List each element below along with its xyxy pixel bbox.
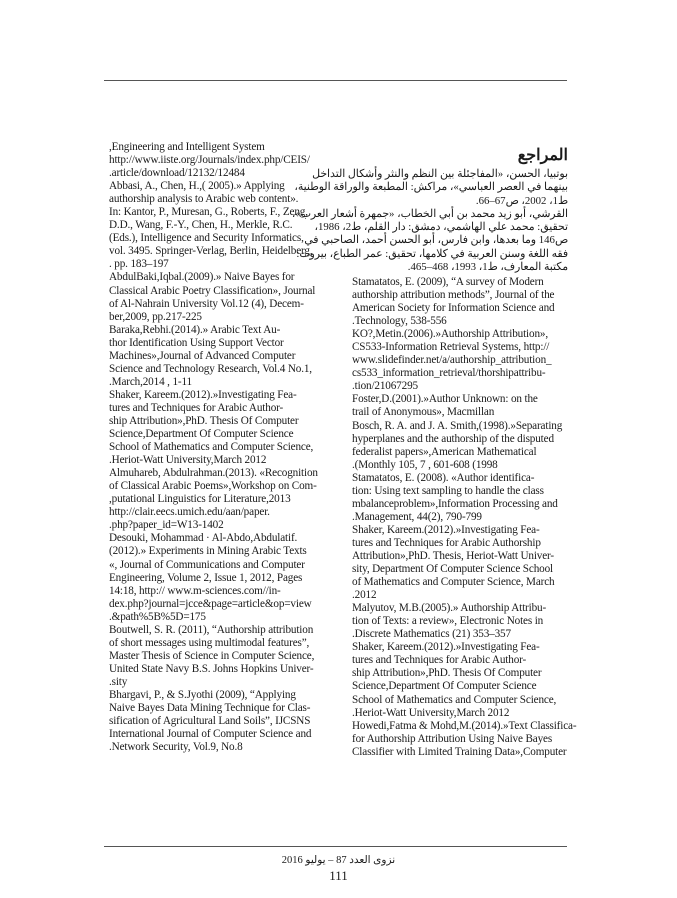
reference-line: tion of Texts: a review», Electronic Notes in (352, 615, 544, 628)
reference-line: Foster,D.(2001).»Author Unknown: on the (352, 393, 538, 406)
reference-line: Master Thesis of Science in Computer Science, (109, 649, 315, 662)
page-number: 111 (329, 868, 348, 883)
reference-line: tures and Techniques for Arabic Author- (109, 401, 284, 414)
arabic-reference-line: مكتبة المعارف، ط1، 1993، 468–465. (407, 261, 568, 274)
reference-line: mbalanceproblem»,Information Processing and (352, 497, 558, 510)
reference-line: ber,2009, pp.217-225 (109, 310, 202, 323)
reference-line: Shaker, Kareem.(2012).»Investigating Fea- (352, 523, 540, 536)
reference-line: www.slidefinder.net/a/authorship_attribution_ (352, 354, 552, 367)
reference-line: Abbasi, A., Chen, H.,( 2005).» Applying (109, 180, 285, 193)
reference-line: Machines»,Journal of Advanced Computer (109, 349, 296, 362)
reference-line: In: Kantor, P., Muresan, G., Roberts, F., Zeng, (109, 206, 308, 219)
reference-line: United State Navy B.S. Johns Hopkins Univer- (109, 662, 314, 675)
reference-line: AbdulBaki,Iqbal.(2009).» Naive Bayes for (109, 271, 295, 284)
arabic-references (291, 168, 568, 274)
reference-line: .article/download/12132/12484 (109, 167, 245, 180)
reference-line: trail of Anonymous», Macmillan (352, 406, 495, 419)
reference-line: Shaker, Kareem.(2012).»Investigating Fea- (352, 641, 540, 654)
reference-line: International Journal of Computer Science and (109, 728, 312, 741)
reference-line: Science and Technology Research, Vol.4 No.1, (109, 362, 312, 375)
reference-line: sification of Agricultural Land Soils”, IJCSNS (109, 715, 311, 728)
reference-line: Howedi,Fatma & Mohd,M.(2014).»Text Classifica- (352, 719, 577, 732)
reference-line: School of Mathematics and Computer Science, (352, 693, 557, 706)
reference-line: «, Journal of Communications and Computer (109, 558, 305, 571)
reference-line: .2012 (352, 589, 377, 602)
reference-line: American Society for Information Science and (352, 302, 555, 315)
reference-line: Classical Arabic Poetry Classification», Journal (109, 284, 316, 297)
reference-line: Science,Department Of Computer Science (352, 680, 537, 693)
reference-line: federalist papers»,American Mathematical (352, 445, 537, 458)
reference-line: .&path%5B%5D=175 (109, 610, 206, 623)
reference-line: Boutwell, S. R. (2011), “Authorship attribution (109, 623, 314, 636)
reference-line: .sity (109, 675, 128, 688)
arabic-reference-line: فقه اللغة وسنن العربية في كلامها، تحقيق: عمر الطباع، بيروت: (296, 247, 568, 260)
arabic-reference-line: تحقيق: محمد علي الهاشمي، دمشق: دار القلم، ط2، 1986، (314, 221, 568, 234)
reference-line: .php?paper_id=W13-1402 (109, 519, 224, 532)
reference-line: http://clair.eecs.umich.edu/aan/paper. (109, 506, 270, 519)
reference-line: dex.php?journal=jcce&page=article&op=view (109, 597, 312, 610)
reference-line: (2012).» Experiments in Mining Arabic Texts (109, 545, 307, 558)
reference-line: hyperplanes and the authorship of the disputed (352, 432, 554, 445)
arabic-reference-line: بوتبيا، الحسن، «المفاجئلة بين النظم والنثر وأشكال التداخل (312, 168, 568, 180)
reference-line: Stamatatos, E. (2009), “A survey of Modern (352, 276, 544, 288)
reference-line: thor Identification Using Support Vector (109, 336, 284, 349)
reference-line: Shaker, Kareem.(2012).»Investigating Fea- (109, 388, 297, 401)
reference-line: cs533_information_retrieval/thorshipattribu- (352, 367, 546, 380)
reference-line: tion: Using text sampling to handle the class (352, 484, 544, 497)
reference-line: Bhargavi, P., & S.Jyothi (2009), “Applying (109, 688, 296, 701)
reference-line: Almuhareb, Abdulrahman.(2013). «Recognition (109, 467, 318, 480)
reference-line: ship Attribution»,PhD. Thesis Of Computer (109, 414, 299, 427)
reference-line: sity, Department Of Computer Science School (352, 563, 553, 576)
reference-line: .March,2014 , 1-11 (109, 375, 192, 388)
reference-line: .Heriot-Watt University,March 2012 (352, 706, 510, 719)
reference-line: for Authorship Attribution Using Naive Bayes (352, 732, 553, 745)
reference-line: Bosch, R. A. and J. A. Smith,(1998).»Separating (352, 419, 563, 432)
reference-line: Classifier with Limited Training Data»,Computer (352, 745, 567, 758)
reference-line: Naive Bayes Data Mining Technique for Clas- (109, 702, 311, 715)
reference-line: vol. 3495. Springer-Verlag, Berlin, Heidelberg, (109, 245, 313, 258)
reference-line: ,Engineering and Intelligent System (109, 141, 265, 153)
reference-line: tures and Techniques for Arabic Authorship (352, 536, 541, 549)
reference-line: authorship analysis to Arabic web content». (109, 193, 299, 206)
reference-line: . pp. 183–197 (109, 258, 169, 271)
reference-line: .tion/21067295 (352, 380, 418, 393)
reference-line: of Al-Nahrain University Vol.12 (4), Decem- (109, 297, 304, 310)
references-left-column (109, 141, 341, 754)
reference-line: of Mathematics and Computer Science, March (352, 576, 555, 589)
reference-line: Malyutov, M.B.(2005).» Authorship Attribu- (352, 602, 547, 615)
reference-line: Stamatatos, E. (2008). «Author identifica- (352, 471, 535, 484)
reference-line: KO?,Metin.(2006).»Authorship Attribution», (352, 328, 548, 341)
reference-line: Baraka,Rebhi.(2014).» Arabic Text Au- (109, 323, 281, 336)
reference-line: tures and Techniques for Arabic Author- (352, 654, 527, 667)
top-rule (104, 80, 567, 81)
reference-line: Desouki, Mohammad · Al-Abdo,Abdulatif. (109, 532, 298, 545)
references-right-column (352, 276, 577, 759)
reference-line: authorship attribution methods”, Journal of the (352, 289, 555, 302)
reference-line: of Classical Arabic Poems»,Workshop on Com- (109, 480, 317, 493)
arabic-reference-line: ط1، 2002، ص67–66. (475, 194, 568, 207)
reference-line: 14:18, http:// www.m-sciences.com//in- (109, 584, 281, 597)
reference-line: .Network Security, Vol.9, No.8 (109, 741, 243, 754)
arabic-reference-line: ص146 وما بعدها، وابن فارس، أبو الحسن أحمد، الصاحبي في (304, 234, 568, 247)
arabic-reference-line: بينهما في العصر العباسي»، مراكش: المطبعة والوراقة الوطنية، (294, 181, 568, 194)
reference-line: of short messages using multimodal features”, (109, 636, 310, 649)
reference-line: .Heriot-Watt University,March 2012 (109, 454, 267, 467)
reference-line: Attribution»,PhD. Thesis, Heriot-Watt Univer- (352, 549, 554, 562)
reference-line: .Management, 44(2), 790-799 (352, 510, 482, 523)
reference-line: ,putational Linguistics for Literature,2013 (109, 493, 291, 506)
reference-line: ship Attribution»,PhD. Thesis Of Computer (352, 667, 542, 680)
reference-line: CS533-Information Retrieval Systems, http:// (352, 341, 550, 354)
reference-line: .(Monthly 105, 7 , 601-608 (1998 (352, 458, 498, 471)
footer-journal-issue: نزوى العدد 87 – يوليو 2016 (281, 855, 396, 866)
reference-line: (Eds.), Intelligence and Security Informatics, (109, 232, 304, 245)
reference-line: Engineering, Volume 2, Issue 1, 2012, Pages (109, 571, 303, 584)
reference-line: http://www.iiste.org/Journals/index.php/CEIS/ (109, 154, 310, 167)
references-heading: المراجع (517, 147, 568, 164)
arabic-reference-line: القرشي، أبو زيد محمد بن أبي الخطاب، «جمهرة أشعار العرب»، (291, 207, 568, 220)
reference-line: Science,Department Of Computer Science (109, 428, 294, 441)
reference-line: .Discrete Mathematics (21) 353–357 (352, 628, 511, 641)
reference-line: D.D., Wang, F.-Y., Chen, H., Merkle, R.C. (109, 219, 293, 232)
bottom-rule (104, 846, 567, 847)
reference-line: .Technology, 538-556 (352, 315, 447, 328)
reference-line: School of Mathematics and Computer Science, (109, 441, 314, 454)
